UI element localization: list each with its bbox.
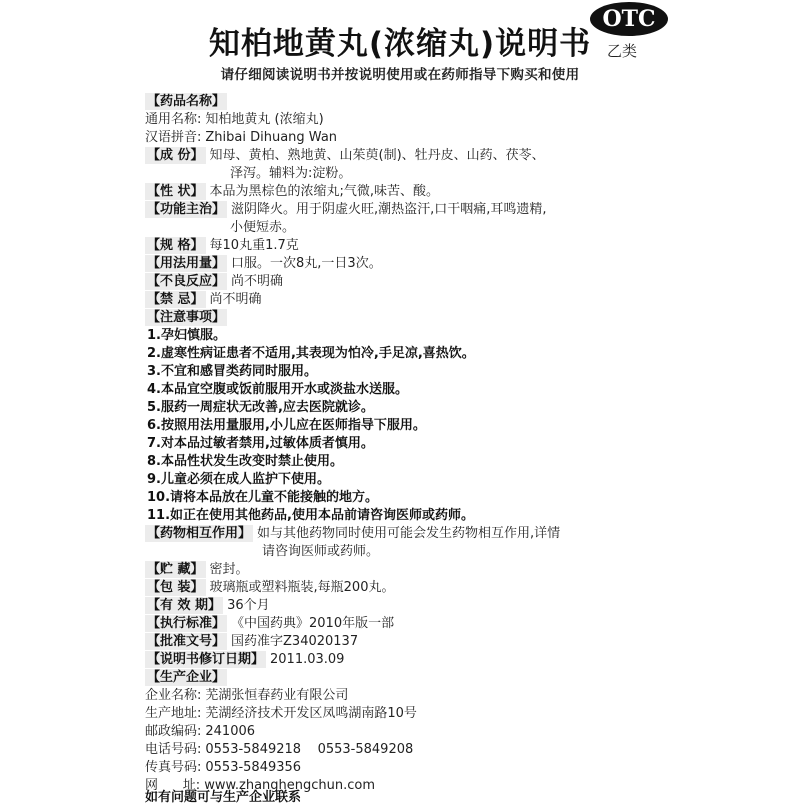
field-value: 本品为黑棕色的浓缩丸;气微,味苦、酸。 (209, 184, 440, 199)
section-label: 【贮 藏】 (147, 562, 204, 577)
section-label: 【药品名称】 (147, 94, 226, 109)
section-label: 【成 份】 (147, 148, 204, 163)
manufacturer-header (145, 669, 227, 686)
field-value: 芜湖经济技术开发区凤鸣湖南路10号 (205, 706, 417, 721)
field-value: 0553-5849356 (205, 760, 302, 775)
interactions-row (145, 525, 560, 542)
dosage-row (145, 255, 382, 272)
fax-row (145, 759, 301, 776)
field-value: 国药准字Z34020137 (231, 634, 359, 649)
package-row (145, 579, 394, 596)
section-label: 【注意事项】 (147, 310, 226, 325)
field-label: 电话号码: (145, 742, 202, 757)
field-value: Zhibai Dihuang Wan (205, 130, 338, 145)
field-value: 玻璃瓶或塑料瓶装,每瓶200丸。 (209, 580, 395, 595)
field-value: 密封。 (209, 562, 249, 577)
generic-name-row (145, 111, 324, 128)
section-label: 【用法用量】 (147, 256, 226, 271)
field-value: 2011.03.09 (270, 652, 345, 667)
section-label: 【性 状】 (147, 184, 204, 199)
section-label: 【说明书修订日期】 (147, 652, 265, 667)
subtitle-notice: 请仔细阅读说明书并按说明使用或在药师指导下购买和使用 (220, 67, 580, 83)
section-label: 【不良反应】 (147, 274, 226, 289)
field-value: 0553-5849218 0553-5849208 (205, 742, 414, 757)
precaution-item: 7.对本品过敏者禁用,过敏体质者慎用。 (147, 436, 374, 451)
field-value: 《中国药典》2010年版一部 (231, 616, 395, 631)
section-label: 【包 装】 (147, 580, 204, 595)
field-label: 传真号码: (145, 760, 202, 775)
standard-row (145, 615, 394, 632)
field-label: 网 址: (145, 778, 201, 793)
field-value: 知柏地黄丸 (浓缩丸) (205, 112, 324, 127)
field-value: 每10丸重1.7克 (209, 238, 299, 253)
precaution-item: 3.不宜和感冒类药同时服用。 (147, 364, 317, 379)
precautions-header (145, 309, 227, 326)
adverse-row (145, 273, 283, 290)
section-label: 【禁 忌】 (147, 292, 204, 307)
pinyin-row (145, 129, 337, 146)
ingredients-line-1: 知母、黄柏、熟地黄、山茱萸(制)、牡丹皮、山药、茯苓、 (209, 148, 545, 163)
indications-row (145, 201, 547, 218)
section-label: 【功能主治】 (147, 202, 226, 217)
field-label: 生产地址: (145, 706, 202, 721)
storage-row (145, 561, 249, 578)
address-row (145, 705, 417, 722)
section-label: 【有 效 期】 (147, 598, 222, 613)
precaution-item: 4.本品宜空腹或饭前服用开水或淡盐水送服。 (147, 382, 408, 397)
field-value: 36个月 (227, 598, 270, 613)
specification-row (145, 237, 299, 254)
field-label: 汉语拼音: (145, 130, 202, 145)
field-value: 尚不明确 (209, 292, 262, 307)
field-label: 企业名称: (145, 688, 202, 703)
interactions-line-2: 请咨询医师或药师。 (262, 544, 380, 559)
company-name-row (145, 687, 348, 704)
field-value: 芜湖张恒春药业有限公司 (205, 688, 349, 703)
field-label: 通用名称: (145, 112, 202, 127)
revision-row (145, 651, 344, 668)
contraindications-row (145, 291, 262, 308)
approval-row (145, 633, 358, 650)
otc-badge: OTC (590, 2, 668, 36)
website-link[interactable]: www.zhanghengchun.com (204, 778, 376, 793)
postal-row (145, 723, 255, 740)
precaution-item: 6.按照用法用量服用,小儿应在医师指导下服用。 (147, 418, 426, 433)
field-value: 241006 (205, 724, 256, 739)
phone-row (145, 741, 413, 758)
precaution-item: 5.服药一周症状无改善,应去医院就诊。 (147, 400, 374, 415)
document-title: 知柏地黄丸(浓缩丸)说明书 (208, 26, 592, 62)
precaution-item: 1.孕妇慎服。 (147, 328, 226, 343)
validity-row (145, 597, 270, 614)
ingredients-line-2: 泽泻。辅料为:淀粉。 (230, 166, 352, 181)
field-value: 口服。一次8丸,一日3次。 (231, 256, 382, 271)
precaution-item: 10.请将本品放在儿童不能接触的地方。 (147, 490, 379, 505)
indications-line-2: 小便短赤。 (230, 220, 296, 235)
drug-name-section (145, 93, 227, 110)
indications-line-1: 滋阴降火。用于阴虚火旺,潮热盗汗,口干咽痛,耳鸣遗精, (231, 202, 547, 217)
section-label: 【执行标准】 (147, 616, 226, 631)
otc-class-label: 乙类 (607, 42, 638, 60)
section-label: 【药物相互作用】 (147, 526, 252, 541)
interactions-line-1: 如与其他药物同时使用可能会发生药物相互作用,详情 (257, 526, 561, 541)
precaution-item: 9.儿童必须在成人监护下使用。 (147, 472, 330, 487)
ingredients-row (145, 147, 545, 164)
section-label: 【批准文号】 (147, 634, 226, 649)
section-label: 【规 格】 (147, 238, 204, 253)
field-label: 邮政编码: (145, 724, 202, 739)
contact-note: 如有问题可与生产企业联系 (145, 790, 302, 805)
properties-row (145, 183, 439, 200)
precaution-item: 2.虚寒性病证患者不适用,其表现为怕冷,手足凉,喜热饮。 (147, 346, 475, 361)
section-label: 【生产企业】 (147, 670, 226, 685)
precaution-item: 8.本品性状发生改变时禁止使用。 (147, 454, 343, 469)
field-value: 尚不明确 (231, 274, 284, 289)
precaution-item: 11.如正在使用其他药品,使用本品前请咨询医师或药师。 (147, 508, 474, 523)
